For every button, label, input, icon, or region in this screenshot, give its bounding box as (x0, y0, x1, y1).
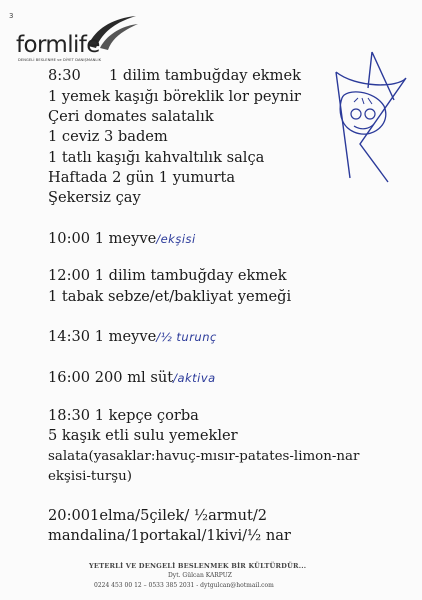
snack-2 (48, 327, 217, 347)
footer-contact: 0224 453 00 12 – 0533 385 2031 - dytgulcan@hotmail.com (94, 582, 274, 589)
handwritten-note: /ekşisi (156, 232, 196, 246)
footer-name: Dyt. Gülcan KARPUZ (168, 572, 232, 579)
snack-2-text: 14:30 1 meyve (48, 328, 157, 345)
breakfast-item: 1 dilim tambuğday ekmek (109, 67, 301, 84)
breakfast-item: Çeri domates salatalık (48, 108, 214, 125)
lunch-line: 12:00 1 dilim tambuğday ekmek (48, 267, 287, 284)
snack-1 (48, 229, 196, 249)
star-face-doodle-icon (328, 48, 410, 188)
breakfast-time-row (48, 66, 81, 86)
breakfast-item: Haftada 2 gün 1 yumurta (48, 169, 236, 186)
snack-3-text: 16:00 200 ml süt (48, 369, 174, 386)
footer-slogan: YETERLİ VE DENGELİ BESLENMEK BİR KÜLTÜRDÜR... (89, 562, 307, 570)
snack-1-text: 10:00 1 meyve (48, 230, 157, 247)
lunch-line: 1 tabak sebze/et/bakliyat yemeği (48, 288, 292, 305)
breakfast-item: 1 ceviz 3 badem (48, 128, 168, 145)
logo-wordmark: formlife (16, 32, 100, 58)
late-snack-line: mandalina/1portakal/1kivi/½ nar (48, 527, 291, 544)
dinner-line: salata(yasaklar:havuç-mısır-patates-limon-nar (48, 449, 360, 464)
breakfast-item: 1 tatlı kaşığı kahvaltılık salça (48, 149, 265, 166)
handwritten-note: /½ turunç (156, 330, 217, 344)
page-number: 3 (9, 12, 14, 20)
dinner-line: ekşisi-turşu) (48, 469, 132, 484)
late-snack-line: 20:001elma/5çilek/ ½armut/2 (48, 507, 268, 524)
handwritten-note: /aktiva (173, 371, 216, 385)
breakfast-item: Şekersiz çay (48, 189, 141, 206)
dinner-line: 5 kaşık etli sulu yemekler (48, 427, 238, 444)
dinner-line: 18:30 1 kepçe çorba (48, 407, 199, 424)
breakfast-time: 8:30 (48, 67, 81, 84)
logo-tagline: DENGELİ BESLENME ve DİYET DANIŞMANLIK (18, 58, 102, 62)
snack-3 (48, 368, 216, 388)
formlife-logo (14, 10, 142, 62)
breakfast-item: 1 yemek kaşığı böreklik lor peynir (48, 88, 301, 105)
